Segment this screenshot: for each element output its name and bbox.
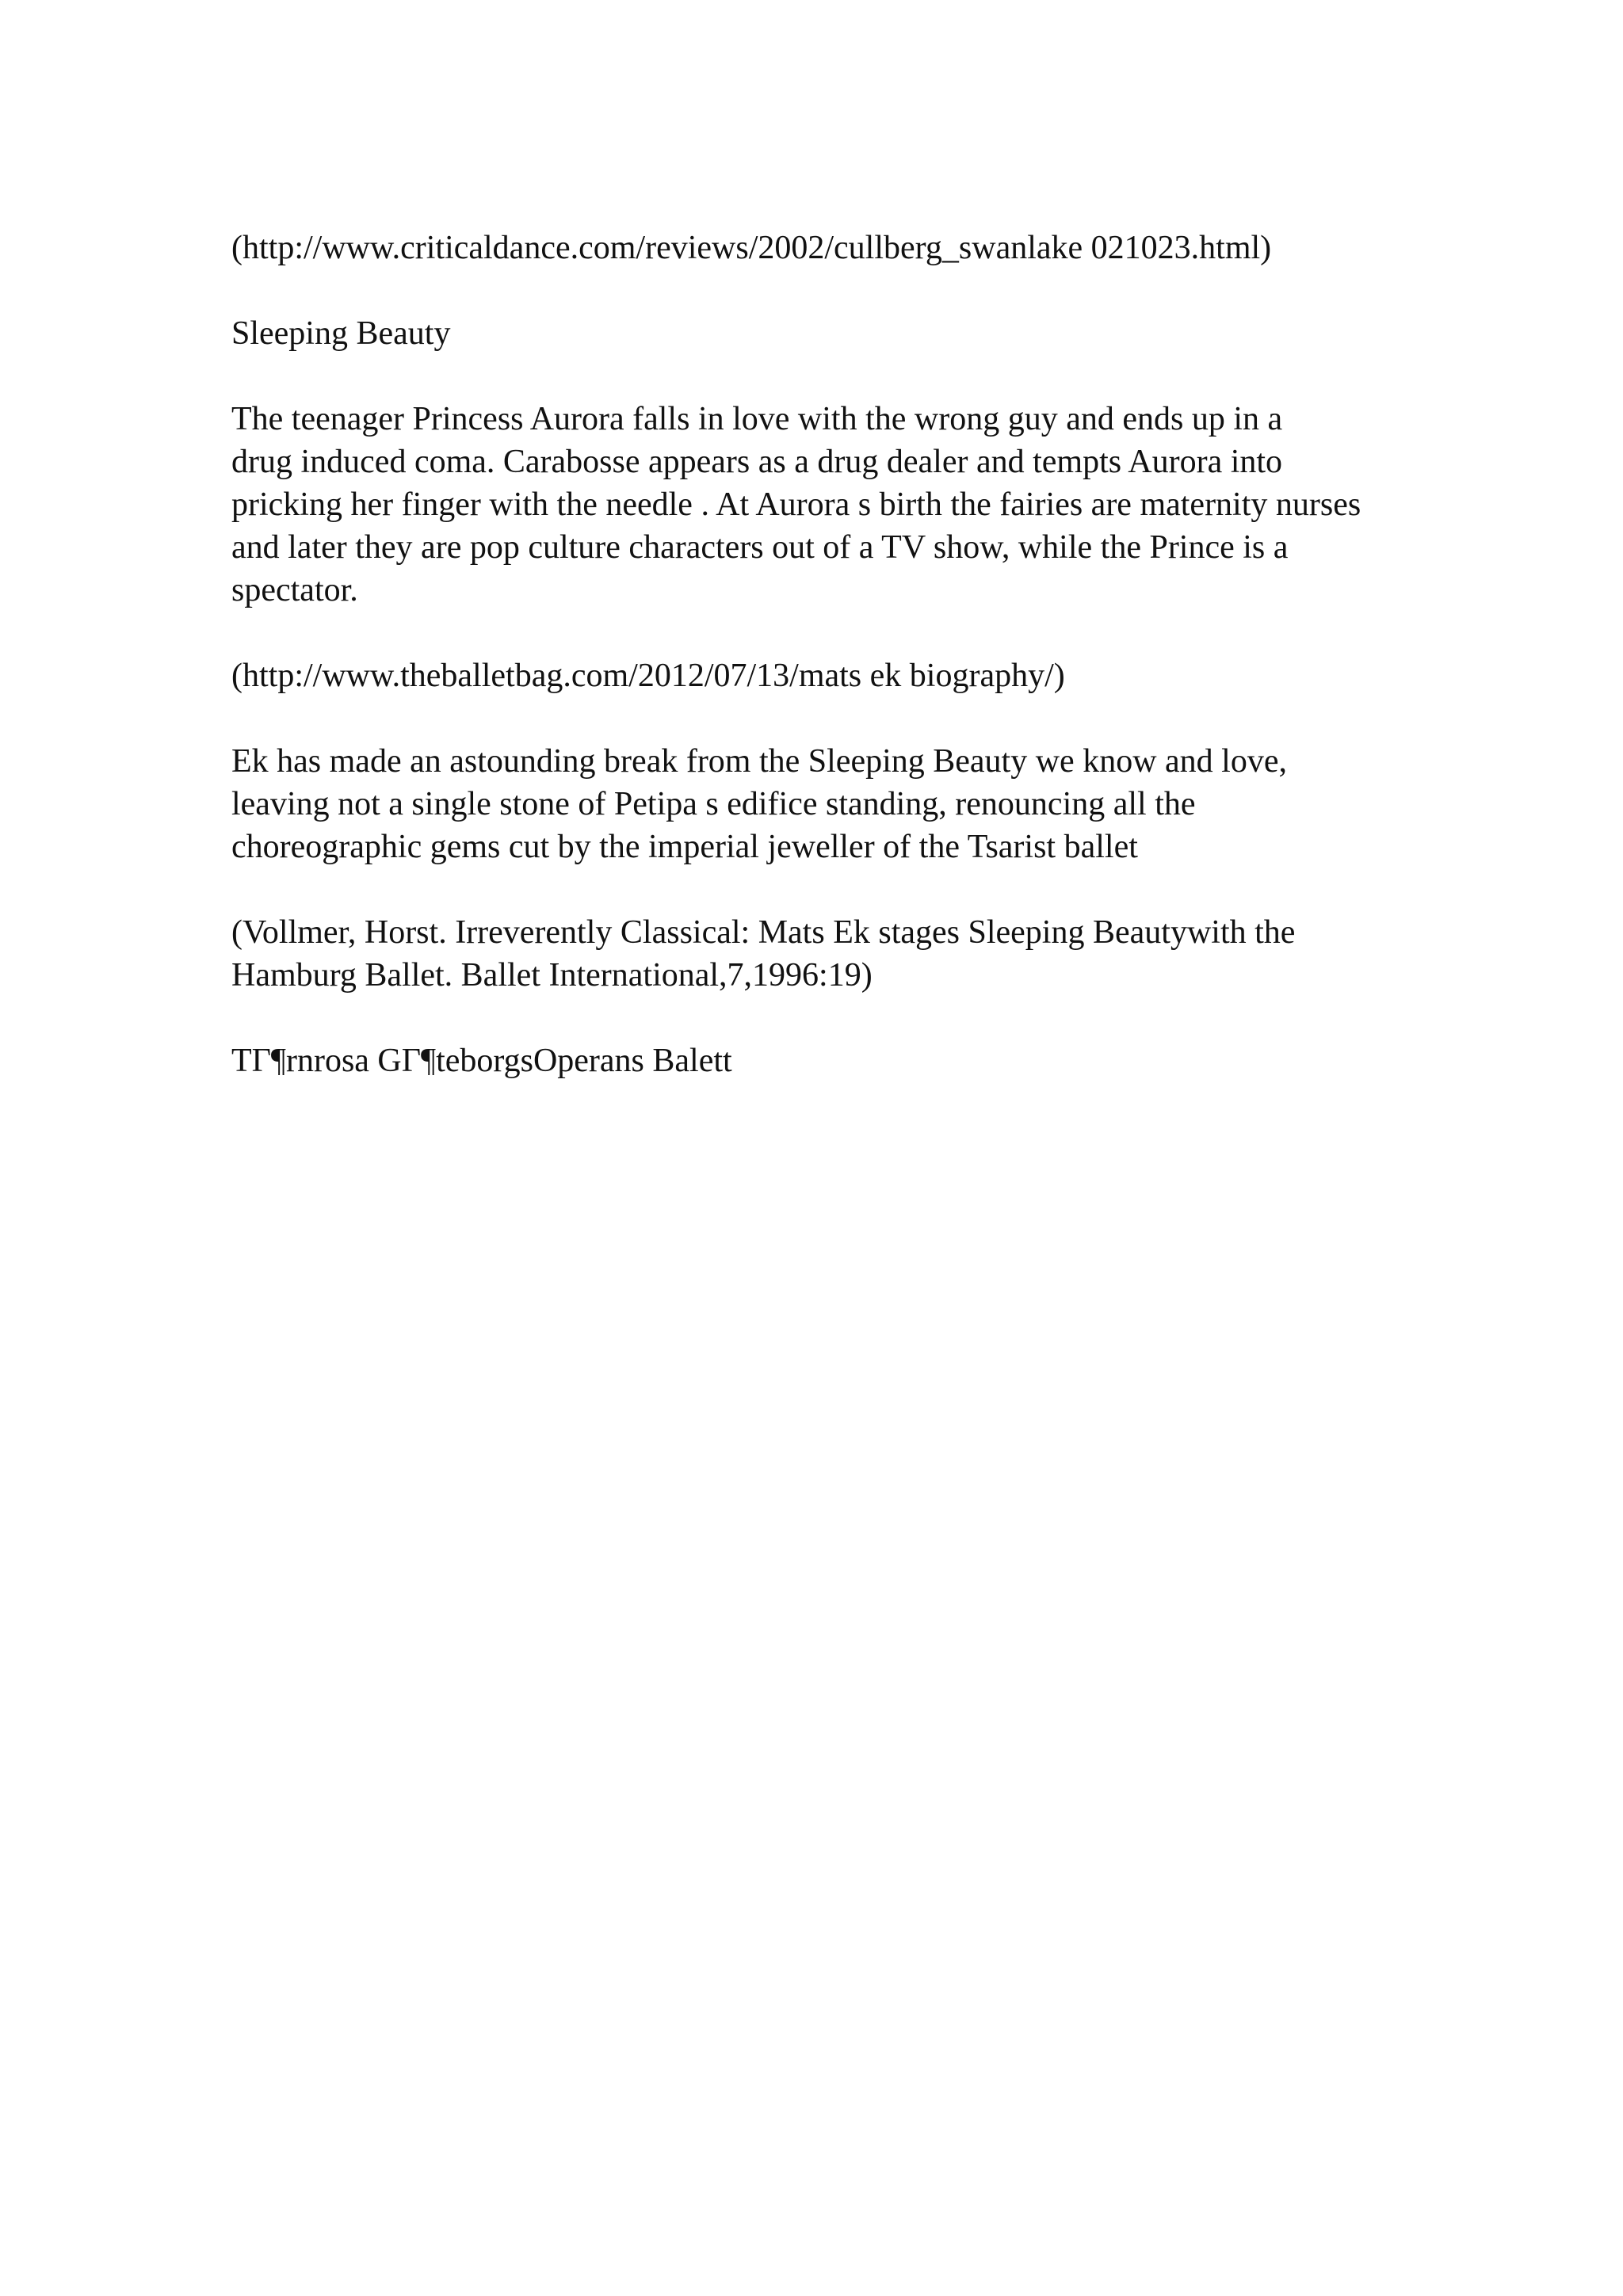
- citation-vollmer: (Vollmer, Horst. Irreverently Classical: Mats Ek stages Sleeping Beautywith the Hamburg Ballet. Ballet International,7,1996:19): [231, 914, 1296, 994]
- document-body: [231, 227, 1515, 1125]
- source-url-balletbag: (http://www.theballetbag.com/2012/07/13/mats ek biography/): [231, 658, 1065, 694]
- quote-paragraph: Ek has made an astounding break from the Sleeping Beauty we know and love, leaving not a single stone of Petipa s edifice standing, renouncing all the choreographic gems cut by the imperial jeweller of the Tsarist ballet: [231, 743, 1287, 865]
- source-url-criticaldance: (http://www.criticaldance.com/reviews/2002/cullberg_swanlake 021023.html): [231, 230, 1272, 266]
- production-credit: TГ¶rnrosa GГ¶teborgsOperans Balett: [231, 1043, 732, 1079]
- section-heading-sleeping-beauty: Sleeping Beauty: [231, 315, 451, 352]
- synopsis-paragraph: The teenager Princess Aurora falls in love with the wrong guy and ends up in a drug induced coma. Carabosse appears as a drug dealer and tempts Aurora into pricking her finger with the needle . At Aurora s birth the fairies are maternity nurses and later they are pop culture characters out of a TV show, while the Prince is a spectator.: [231, 401, 1361, 608]
